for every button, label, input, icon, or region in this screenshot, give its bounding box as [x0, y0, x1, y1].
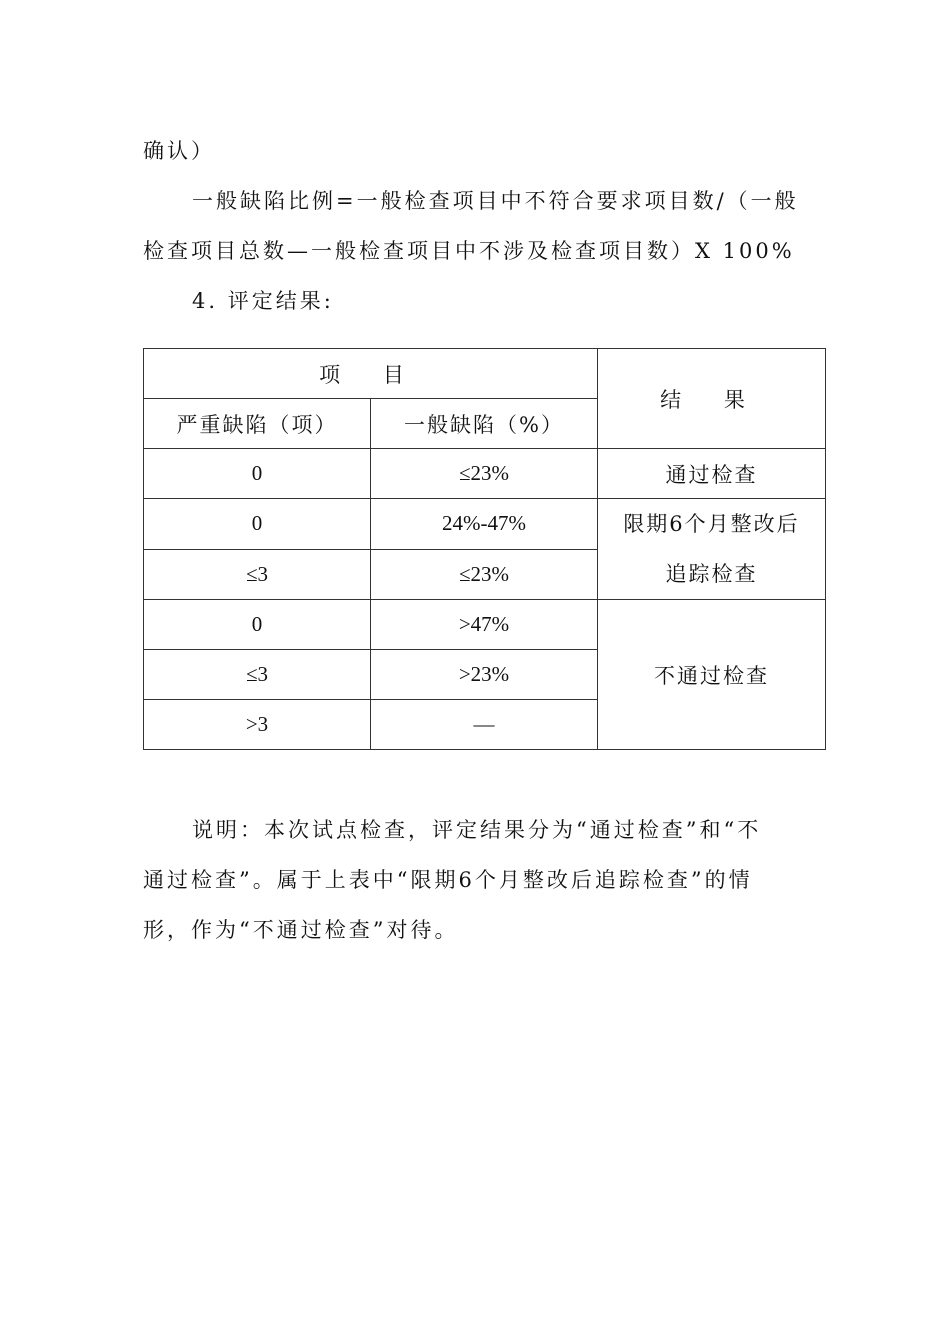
cell-serious: 0	[144, 449, 371, 499]
evaluation-table	[143, 348, 826, 750]
cell-result-pass: 通过检查	[598, 449, 826, 499]
result-rectify-line2: 追踪检查	[665, 562, 758, 586]
cell-result-rectify	[598, 499, 826, 600]
cell-result-fail: 不通过检查	[598, 600, 826, 750]
note-line: 形，作为“不通过检查”对待。	[143, 918, 459, 942]
result-rectify-line1: 限期6个月整改后	[623, 512, 800, 536]
table-row	[144, 449, 826, 499]
table-row	[144, 600, 826, 650]
table-row	[144, 499, 826, 550]
header-serious-defects: 严重缺陷（项）	[144, 399, 371, 449]
cell-general: —	[371, 700, 598, 750]
section-heading: 4. 评定结果:	[192, 289, 334, 313]
cell-serious: ≤3	[144, 650, 371, 700]
cell-serious: 0	[144, 600, 371, 650]
header-general-defects: 一般缺陷（%）	[371, 399, 598, 449]
formula-line-continued: 检查项目总数—一般检查项目中不涉及检查项目数）X 100%	[143, 239, 795, 263]
cell-general: >23%	[371, 650, 598, 700]
note-line: 说明：本次试点检查，评定结果分为“通过检查”和“不	[192, 818, 762, 842]
formula-line: 一般缺陷比例=一般检查项目中不符合要求项目数/（一般	[192, 189, 799, 213]
header-result: 结 果	[598, 349, 826, 449]
note-line: 通过检查”。属于上表中“限期6个月整改后追踪检查”的情	[143, 868, 753, 892]
cell-general: 24%-47%	[371, 499, 598, 550]
cell-general: ≤23%	[371, 449, 598, 499]
header-items: 项 目	[144, 349, 598, 399]
table-header-row	[144, 349, 826, 399]
cell-general: >47%	[371, 600, 598, 650]
cell-serious: 0	[144, 499, 371, 550]
cell-serious: >3	[144, 700, 371, 750]
cell-serious: ≤3	[144, 549, 371, 600]
paragraph-line: 确认）	[143, 139, 215, 163]
cell-general: ≤23%	[371, 549, 598, 600]
